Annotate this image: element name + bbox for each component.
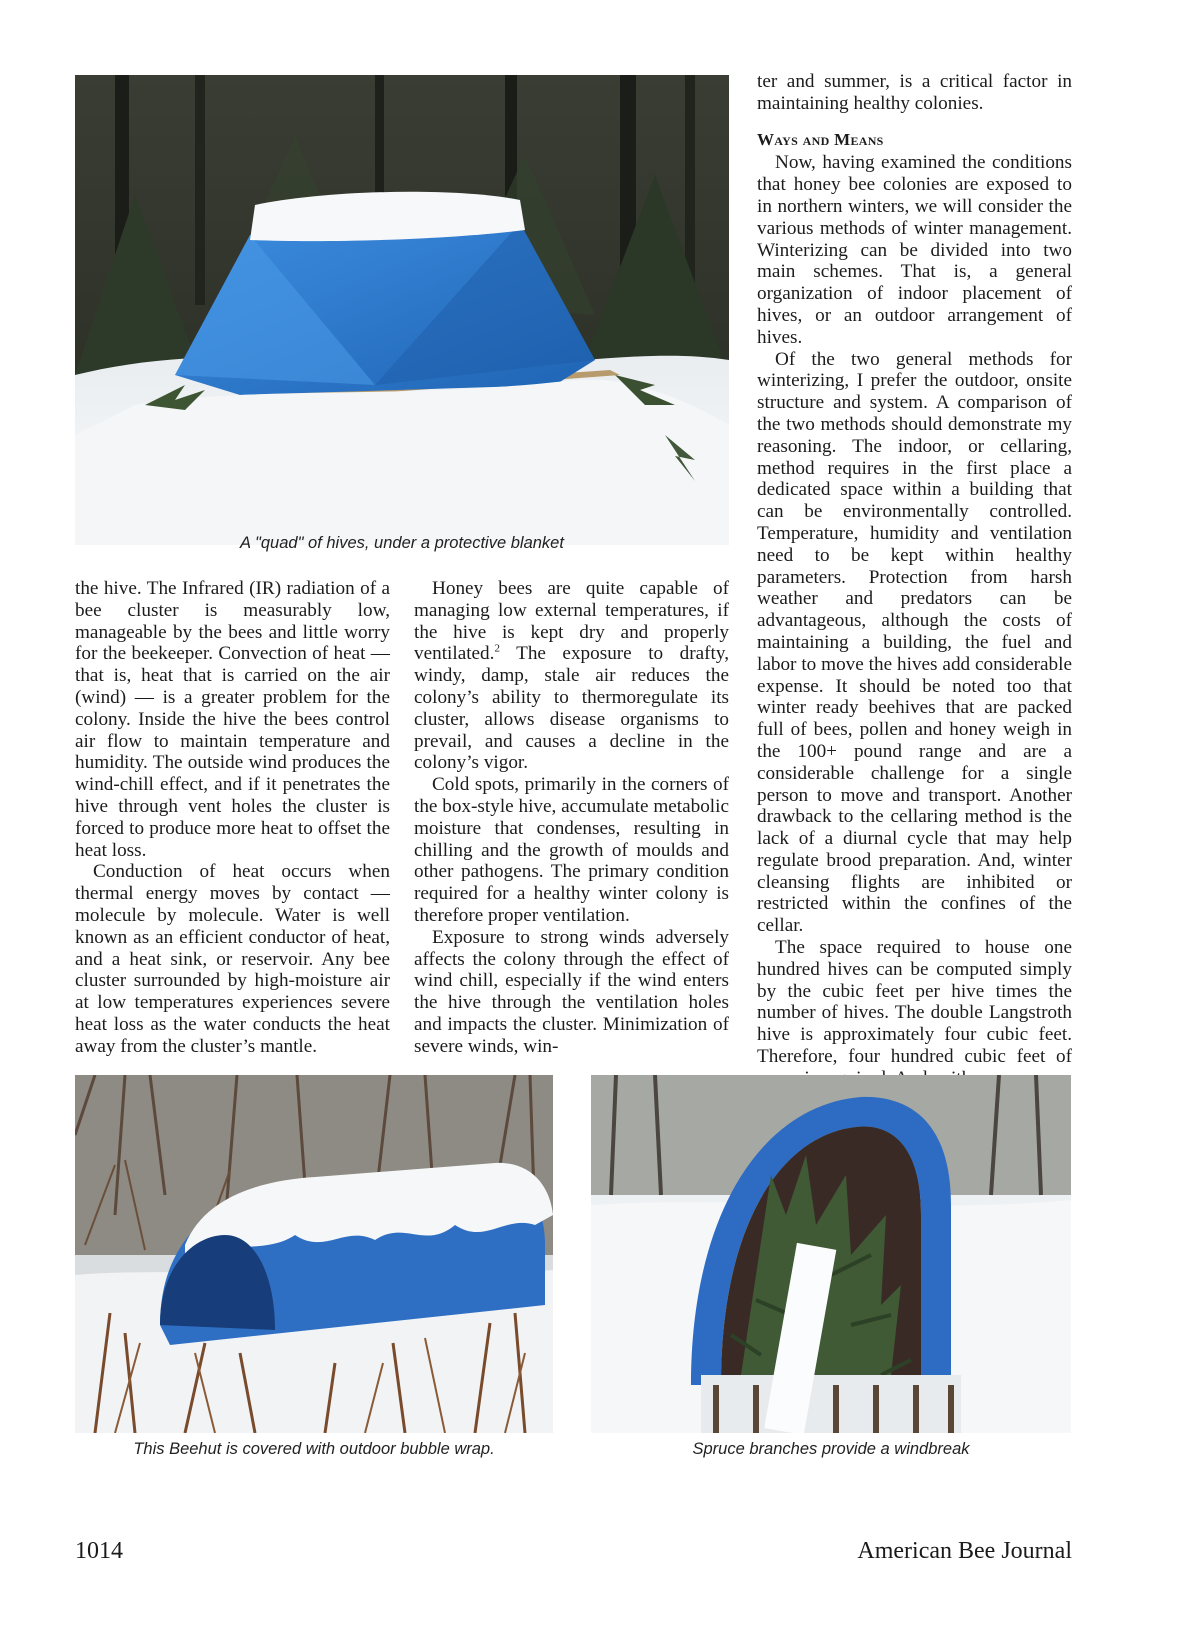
paragraph: Of the two general methods for winterizing, I prefer the outdoor, onsite structure and system. A comparison of the two methods should demonstrate my reasoning. The indoor, or cellaring, method requires in the first place a dedicated space within a building that can be environmentally controlled. Temperature, humidity and ventilation need to be kept within healthy parameters. Protection from harsh weather and predators can be advantageous, although the costs of maintaining a building, the fuel and labor to move the hives add considerable expense. It should be noted too that winter ready beehives that are packed full of bees, pollen and honey weigh in the 100+ pound range and are a considerable challenge for a single person to move and transport. Another drawback to the cellaring method is the lack of a diurnal cycle that may help regulate brood preparation. And, winter cleansing flights are inhibited or restricted within the confines of the cellar. xyxy=(757,348,1072,937)
text-column-left xyxy=(75,578,390,1058)
text-column-middle xyxy=(414,578,729,1058)
paragraph: Exposure to strong winds adversely affects the colony through the effect of wind chill, especially if the wind enters the hive through the ventilation holes and impacts the cluster. Minimization of severe winds, win- xyxy=(414,926,729,1057)
paragraph-text: Honey bees are quite capable of managing low external temperatures, if the hive is kept dry and properly ventilated. xyxy=(414,578,729,665)
photo-spruce-windbreak xyxy=(591,1075,1071,1433)
paragraph xyxy=(414,578,729,774)
caption-bottom-right-figure: Spruce branches provide a windbreak xyxy=(692,1440,970,1458)
paragraph-text: The exposure to drafty, windy, damp, stale air reduces the colony’s ability to thermoregulate its cluster, allows disease organisms to prevail, and causes a decline in the colony’s vigor. xyxy=(414,643,729,774)
paragraph: Cold spots, primarily in the corners of the box-style hive, accumulate metabolic moisture that condenses, resulting in chilling and the growth of moulds and other pathogens. The primary condition required for a healthy winter colony is therefore proper ventilation. xyxy=(414,774,729,926)
paragraph: the hive. The Infrared (IR) radiation of a bee cluster is measurably low, manageable by the bees and little worry for the beekeeper. Convection of heat — that is, heat that is carried on the air (wind) — is a greater problem for the colony. Inside the hive the bees control air flow to maintain temperature and humidity. The outside wind produces the wind-chill effect, and if it penetrates the hive through vent holes the cluster is forced to produce more heat to offset the heat loss. xyxy=(75,578,390,861)
paragraph: Now, having examined the conditions that honey bee colonies are exposed to in northern winters, we will consider the various methods of winter management. Winterizing can be divided into two main schemes. That is, a general organization of indoor placement of hives, or an outdoor arrangement of hives. xyxy=(757,152,1072,348)
caption-bottom-left-figure: This Beehut is covered with outdoor bubble wrap. xyxy=(133,1440,495,1458)
journal-name: American Bee Journal xyxy=(857,1538,1072,1564)
paragraph: The space required to house one hundred hives can be computed simply by the cubic feet per hive times the number of hives. The double Langstroth hive is approximately four cubic feet. Therefore, four hundred cubic feet of xyxy=(757,937,1072,1068)
caption-top-figure: A "quad" of hives, under a protective blanket xyxy=(240,534,564,552)
paragraph: ter and summer, is a critical factor in maintaining healthy colonies. xyxy=(757,71,1072,114)
footnote-reference[interactable]: 2 xyxy=(494,643,500,655)
paragraph: Conduction of heat occurs when thermal energy moves by contact — molecule by molecule. Water is well known as an efficient conductor of heat, and a heat sink, or reservoir. Any bee cluster surrounded by high-moisture air at low temperatures experiences severe heat loss as the water conducts the heat away from the cluster’s mantle. xyxy=(75,861,390,1057)
photo-quad-hives xyxy=(75,75,729,545)
page-number: 1014 xyxy=(75,1538,123,1564)
photo-beehut-bubble-wrap xyxy=(75,1075,553,1433)
text-column-right xyxy=(757,71,1072,1090)
section-heading: Ways and Means xyxy=(757,129,884,149)
